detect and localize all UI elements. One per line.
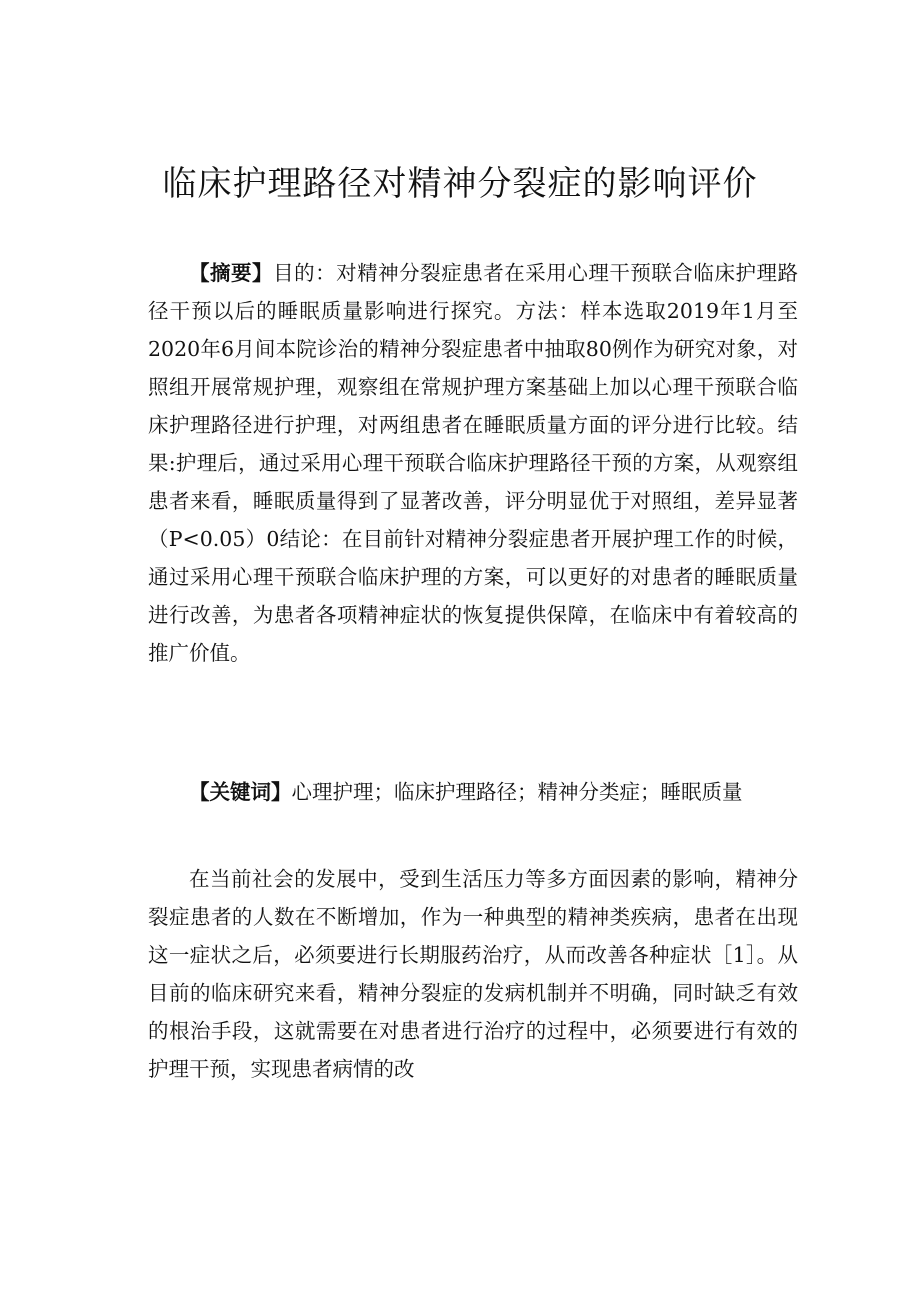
abstract-text: 目的：对精神分裂症患者在采用心理干预联合临床护理路径干预以后的睡眠质量影响进行探究。方法：样本选取2019年1月至2020年6月间本院诊治的精神分裂症患者中抽取80例作为研究对象，对照组开展常规护理，观察组在常规护理方案基础上加以心理干预联合临床护理路径进行护理，对两组患者在睡眠质量方面的评分进行比较。结果:护理后，通过采用心理干预联合临床护理路径干预的方案，从观察组患者来看，睡眠质量得到了显著改善，评分明显优于对照组，差异显著（P<0.05）0结论：在目前针对精神分裂症患者开展护理工作的时候，通过采用心理干预联合临床护理的方案，可以更好的对患者的睡眠质量进行改善，为患者各项精神症状的恢复提供保障，在临床中有着较高的推广价值。 (148, 261, 799, 665)
keywords-text: 心理护理；临床护理路径；精神分类症；睡眠质量 (291, 780, 743, 804)
abstract-label: 【摘要】 (189, 261, 274, 285)
abstract-paragraph (148, 254, 798, 672)
keywords-label: 【关键词】 (189, 780, 292, 804)
document-title: 临床护理路径对精神分裂症的影响评价 (162, 164, 758, 204)
intro-text: 在当前社会的发展中，受到生活压力等多方面因素的影响，精神分裂症患者的人数在不断增加，作为一种典型的精神类疾病，患者在出现这一症状之后，必须要进行长期服药治疗，从而改善各种症状［1］。从目前的临床研究来看，精神分裂症的发病机制并不明确，同时缺乏有效的根治手段，这就需要在对患者进行治疗的过程中，必须要进行有效的护理干预，实现患者病情的改 (148, 867, 798, 1081)
keywords-paragraph (148, 773, 798, 811)
intro-paragraph (148, 860, 798, 1088)
